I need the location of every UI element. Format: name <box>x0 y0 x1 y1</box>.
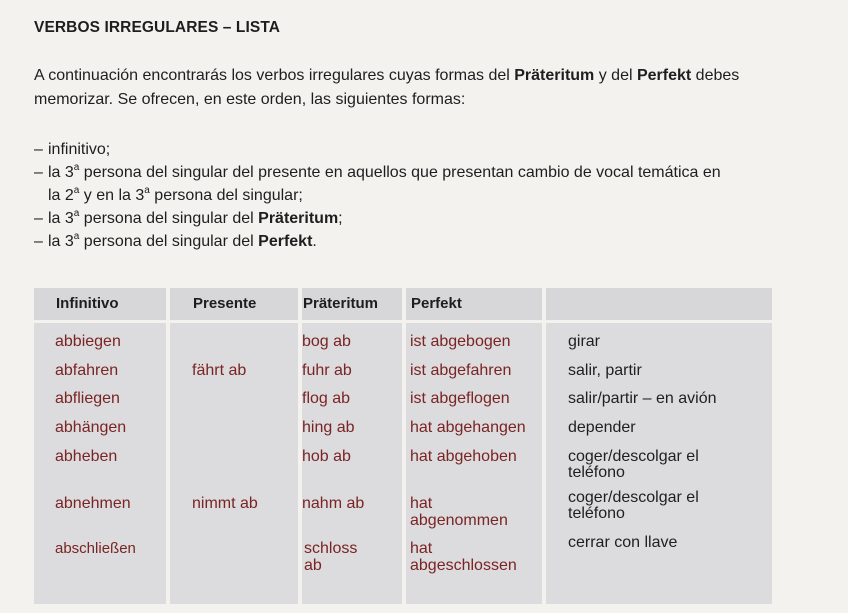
list-dash: – <box>34 141 43 158</box>
column-divider <box>542 323 546 604</box>
cell-perfekt: hat <box>410 540 433 557</box>
cell-perfekt: ist abgefahren <box>410 362 512 379</box>
cell-translation: coger/descolgar el <box>568 489 699 506</box>
column-divider <box>166 323 170 604</box>
list-item-text: . <box>312 233 317 250</box>
list-item-text: la 3 <box>48 210 74 227</box>
superscript: a <box>73 184 80 196</box>
list-item <box>34 138 794 161</box>
list-item-bold: Präteritum <box>258 210 339 227</box>
list-item <box>34 207 794 230</box>
list-item-text: infinitivo; <box>48 141 111 158</box>
header-cell-infinitivo <box>34 288 166 320</box>
list-item-text: persona del singular del <box>79 233 259 250</box>
intro-text-3: debes memorizar. Se ofrecen, en este orden, las siguientes formas: <box>34 67 740 108</box>
header-label: Presente <box>193 295 257 312</box>
intro-text-1: A continuación encontrarás los verbos irregulares cuyas formas del <box>34 67 515 84</box>
list-item-text: la 3 <box>48 164 74 181</box>
cell-prateritum: fuhr ab <box>302 362 352 379</box>
header-cell-presente <box>170 288 298 320</box>
cell-infinitivo: abhängen <box>55 419 127 436</box>
cell-prateritum: nahm ab <box>302 495 365 512</box>
cell-infinitivo: abfliegen <box>55 390 120 407</box>
cell-perfekt: ist abgebogen <box>410 333 511 350</box>
verbs-table <box>34 288 772 574</box>
cell-translation: cerrar con llave <box>568 534 678 551</box>
list-item-text: persona del singular del presente en aquellos que presentan cambio de vocal temática en <box>79 164 721 181</box>
cell-infinitivo: abnehmen <box>55 495 131 512</box>
header-label: Infinitivo <box>56 295 119 312</box>
cell-prateritum: flog ab <box>302 390 351 407</box>
cell-infinitivo: abheben <box>55 448 118 465</box>
cell-translation-line2: teléfono <box>568 505 625 522</box>
forms-list <box>34 138 794 253</box>
list-item-continuation <box>34 184 794 207</box>
intro-bold-prateritum: Präteritum <box>514 67 595 84</box>
list-dash: – <box>34 210 43 227</box>
cell-infinitivo: abbiegen <box>55 333 121 350</box>
cell-translation: depender <box>568 419 636 436</box>
table-header <box>34 288 772 320</box>
superscript: a <box>144 184 150 196</box>
cell-prateritum: schloss <box>304 540 358 557</box>
cell-prateritum: hing ab <box>302 419 355 436</box>
table-body <box>34 323 772 604</box>
cell-perfekt-line2: abgeschlossen <box>410 557 517 574</box>
cell-prateritum: hob ab <box>302 448 351 465</box>
cell-presente: nimmt ab <box>192 495 258 512</box>
list-item <box>34 230 794 253</box>
list-item-bold: Perfekt <box>258 233 313 250</box>
cell-prateritum: bog ab <box>302 333 351 350</box>
intro-paragraph <box>34 64 794 112</box>
header-label: Perfekt <box>411 295 462 312</box>
cell-perfekt: hat <box>410 495 433 512</box>
list-item-text: y en la 3 <box>79 187 145 204</box>
superscript: a <box>73 207 80 219</box>
list-item-text: la 3 <box>48 233 74 250</box>
cell-translation: salir/partir – en avión <box>568 390 717 407</box>
page-title: VERBOS IRREGULARES – LISTA <box>34 19 281 36</box>
cell-infinitivo: abschließen <box>55 540 136 557</box>
cell-perfekt: ist abgeflogen <box>410 390 510 407</box>
header-cell-prateritum <box>302 288 402 320</box>
cell-translation: salir, partir <box>568 362 642 379</box>
cell-translation: girar <box>568 333 601 350</box>
header-label: Präteritum <box>303 295 379 312</box>
list-item-text: persona del singular; <box>149 187 303 204</box>
cell-prateritum-line2: ab <box>304 557 322 574</box>
cell-translation: coger/descolgar el <box>568 448 699 465</box>
list-dash: – <box>34 164 43 181</box>
cell-perfekt-line2: abgenommen <box>410 512 508 529</box>
superscript: a <box>73 230 80 242</box>
cell-translation-line2: teléfono <box>568 464 625 481</box>
list-dash: – <box>34 233 43 250</box>
cell-perfekt: hat abgehoben <box>410 448 517 465</box>
intro-text-2: y del <box>594 67 637 84</box>
intro-bold-perfekt: Perfekt <box>636 67 692 84</box>
list-item-text: persona del singular del <box>79 210 259 227</box>
list-item <box>34 161 794 184</box>
superscript: a <box>73 161 80 173</box>
cell-presente: fährt ab <box>192 362 247 379</box>
list-item-text: la 2 <box>48 187 74 204</box>
header-cell-translation <box>546 288 772 320</box>
list-item-text: ; <box>338 210 343 227</box>
column-divider <box>402 323 406 604</box>
header-cell-perfekt <box>406 288 542 320</box>
cell-perfekt: hat abgehangen <box>410 419 526 436</box>
cell-infinitivo: abfahren <box>55 362 119 379</box>
